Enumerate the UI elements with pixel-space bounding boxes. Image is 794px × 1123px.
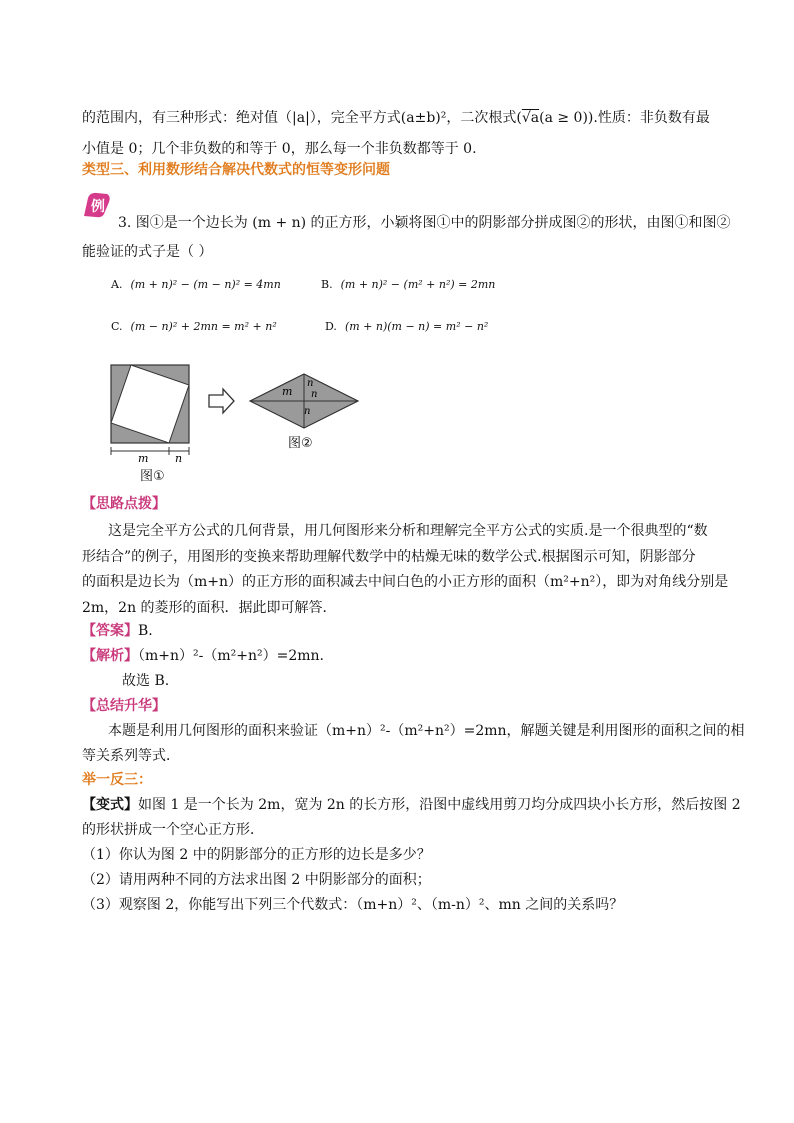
option-b-letter: B.	[321, 278, 333, 291]
variant-line-2: 的形状拼成一个空心正方形．	[82, 822, 264, 838]
fig2-n-label-2: n	[311, 389, 318, 400]
fig1-m-label: m	[138, 452, 149, 465]
summary-line-2: 等关系列等式．	[82, 748, 180, 764]
variant-question-3: （3）观察图 2，你能写出下列三个代数式：（m+n）²、（m-n）²、mn 之间的关系吗？	[82, 897, 624, 913]
figure-1-caption: 图①	[140, 469, 165, 484]
intro-text-b: .性质：非负数有最	[593, 110, 710, 126]
example-question-line-1: 3. 图①是一个边长为 (m + n) 的正方形，小颖将图①中的阴影部分拼成图②的形状，由图①和图②	[118, 215, 731, 231]
svg-text:例: 例	[91, 199, 105, 215]
figure-2	[248, 372, 360, 434]
intro-line-1: 的范围内，有三种形式：绝对值（|a|），完全平方式(a±b)²，二次根式(√a(a ≥ 0)).性质：非负数有最	[82, 110, 710, 126]
fig1-n-label: n	[175, 452, 183, 465]
option-a-letter: A.	[111, 278, 123, 291]
variant-text-1: 如图 1 是一个长为 2m，宽为 2n 的长方形，沿图中虚线用剪刀均分成四块小长方形，然后按图 2	[138, 797, 741, 813]
example-badge-icon	[80, 190, 112, 220]
fig2-m-label: m	[282, 385, 293, 398]
fig2-n-label-3: n	[304, 406, 311, 417]
sqrt-expression: √a	[521, 110, 540, 126]
variant-question-1: （1）你认为图 2 中的阴影部分的正方形的边长是多少？	[82, 847, 431, 863]
option-c[interactable]	[111, 320, 277, 333]
analysis-line-2: 故选 B.	[122, 673, 170, 689]
analysis-label: 【解析】	[82, 648, 138, 664]
option-d[interactable]	[325, 320, 488, 333]
sqrt-condition: (a ≥ 0)	[539, 110, 588, 126]
answer-text: B.	[138, 623, 153, 639]
analysis-text: （m+n）²-（m²+n²）=2mn.	[138, 648, 324, 664]
summary-label: 【总结升华】	[82, 698, 166, 714]
fig2-n-label-1: n	[307, 378, 314, 389]
example-question-line-2: 能验证的式子是（ ）	[82, 244, 213, 260]
option-c-text: (m − n)² + 2mn = m² + n²	[130, 320, 277, 333]
intro-text-a: 的范围内，有三种形式：绝对值（|a|），完全平方式(a±b)²，二次根式(	[82, 110, 522, 126]
variant-question-2: （2）请用两种不同的方法求出图 2 中阴影部分的面积；	[82, 872, 431, 888]
section-heading: 类型三、利用数形结合解决代数式的恒等变形问题	[82, 162, 390, 178]
hint-label: 【思路点拨】	[82, 496, 166, 512]
option-b-text: (m + n)² − (m² + n²) = 2mn	[340, 278, 496, 291]
hint-line-4: 2m，2n 的菱形的面积．据此即可解答．	[82, 600, 337, 616]
option-a[interactable]	[111, 278, 281, 291]
figure-2-caption: 图②	[288, 436, 313, 451]
intro-line-2: 小值是 0；几个非负数的和等于 0，那么每一个非负数都等于 0.	[82, 141, 477, 157]
hint-line-1: 这是完全平方公式的几何背景，用几何图形来分析和理解完全平方公式的实质.是一个很典型的“数	[108, 523, 708, 539]
summary-line-1: 本题是利用几何图形的面积来验证（m+n）²-（m²+n²）=2mn，解题关键是利用图形的面积之间的相	[108, 723, 745, 739]
variant-line-1	[82, 796, 741, 814]
option-c-letter: C.	[111, 320, 123, 333]
option-d-letter: D.	[325, 320, 337, 333]
hint-line-3: 的面积是边长为（m+n）的正方形的面积减去中间白色的小正方形的面积（m²+n²），即为对角线分别是	[82, 574, 729, 590]
analysis-row	[82, 647, 324, 665]
answer-row	[82, 622, 153, 640]
option-d-text: (m + n)(m − n) = m² − n²	[344, 320, 489, 333]
hint-line-2: 形结合”的例子，用图形的变换来帮助理解代数学中的枯燥无味的数学公式.根据图示可知，阴影部分	[82, 549, 696, 565]
figure-1	[108, 362, 204, 482]
variant-label: 【变式】	[82, 797, 138, 813]
right-arrow-icon	[207, 387, 237, 415]
answer-label: 【答案】	[82, 623, 138, 639]
option-b[interactable]	[321, 278, 495, 291]
option-a-text: (m + n)² − (m − n)² = 4mn	[130, 278, 281, 291]
variant-heading: 举一反三：	[82, 772, 152, 788]
